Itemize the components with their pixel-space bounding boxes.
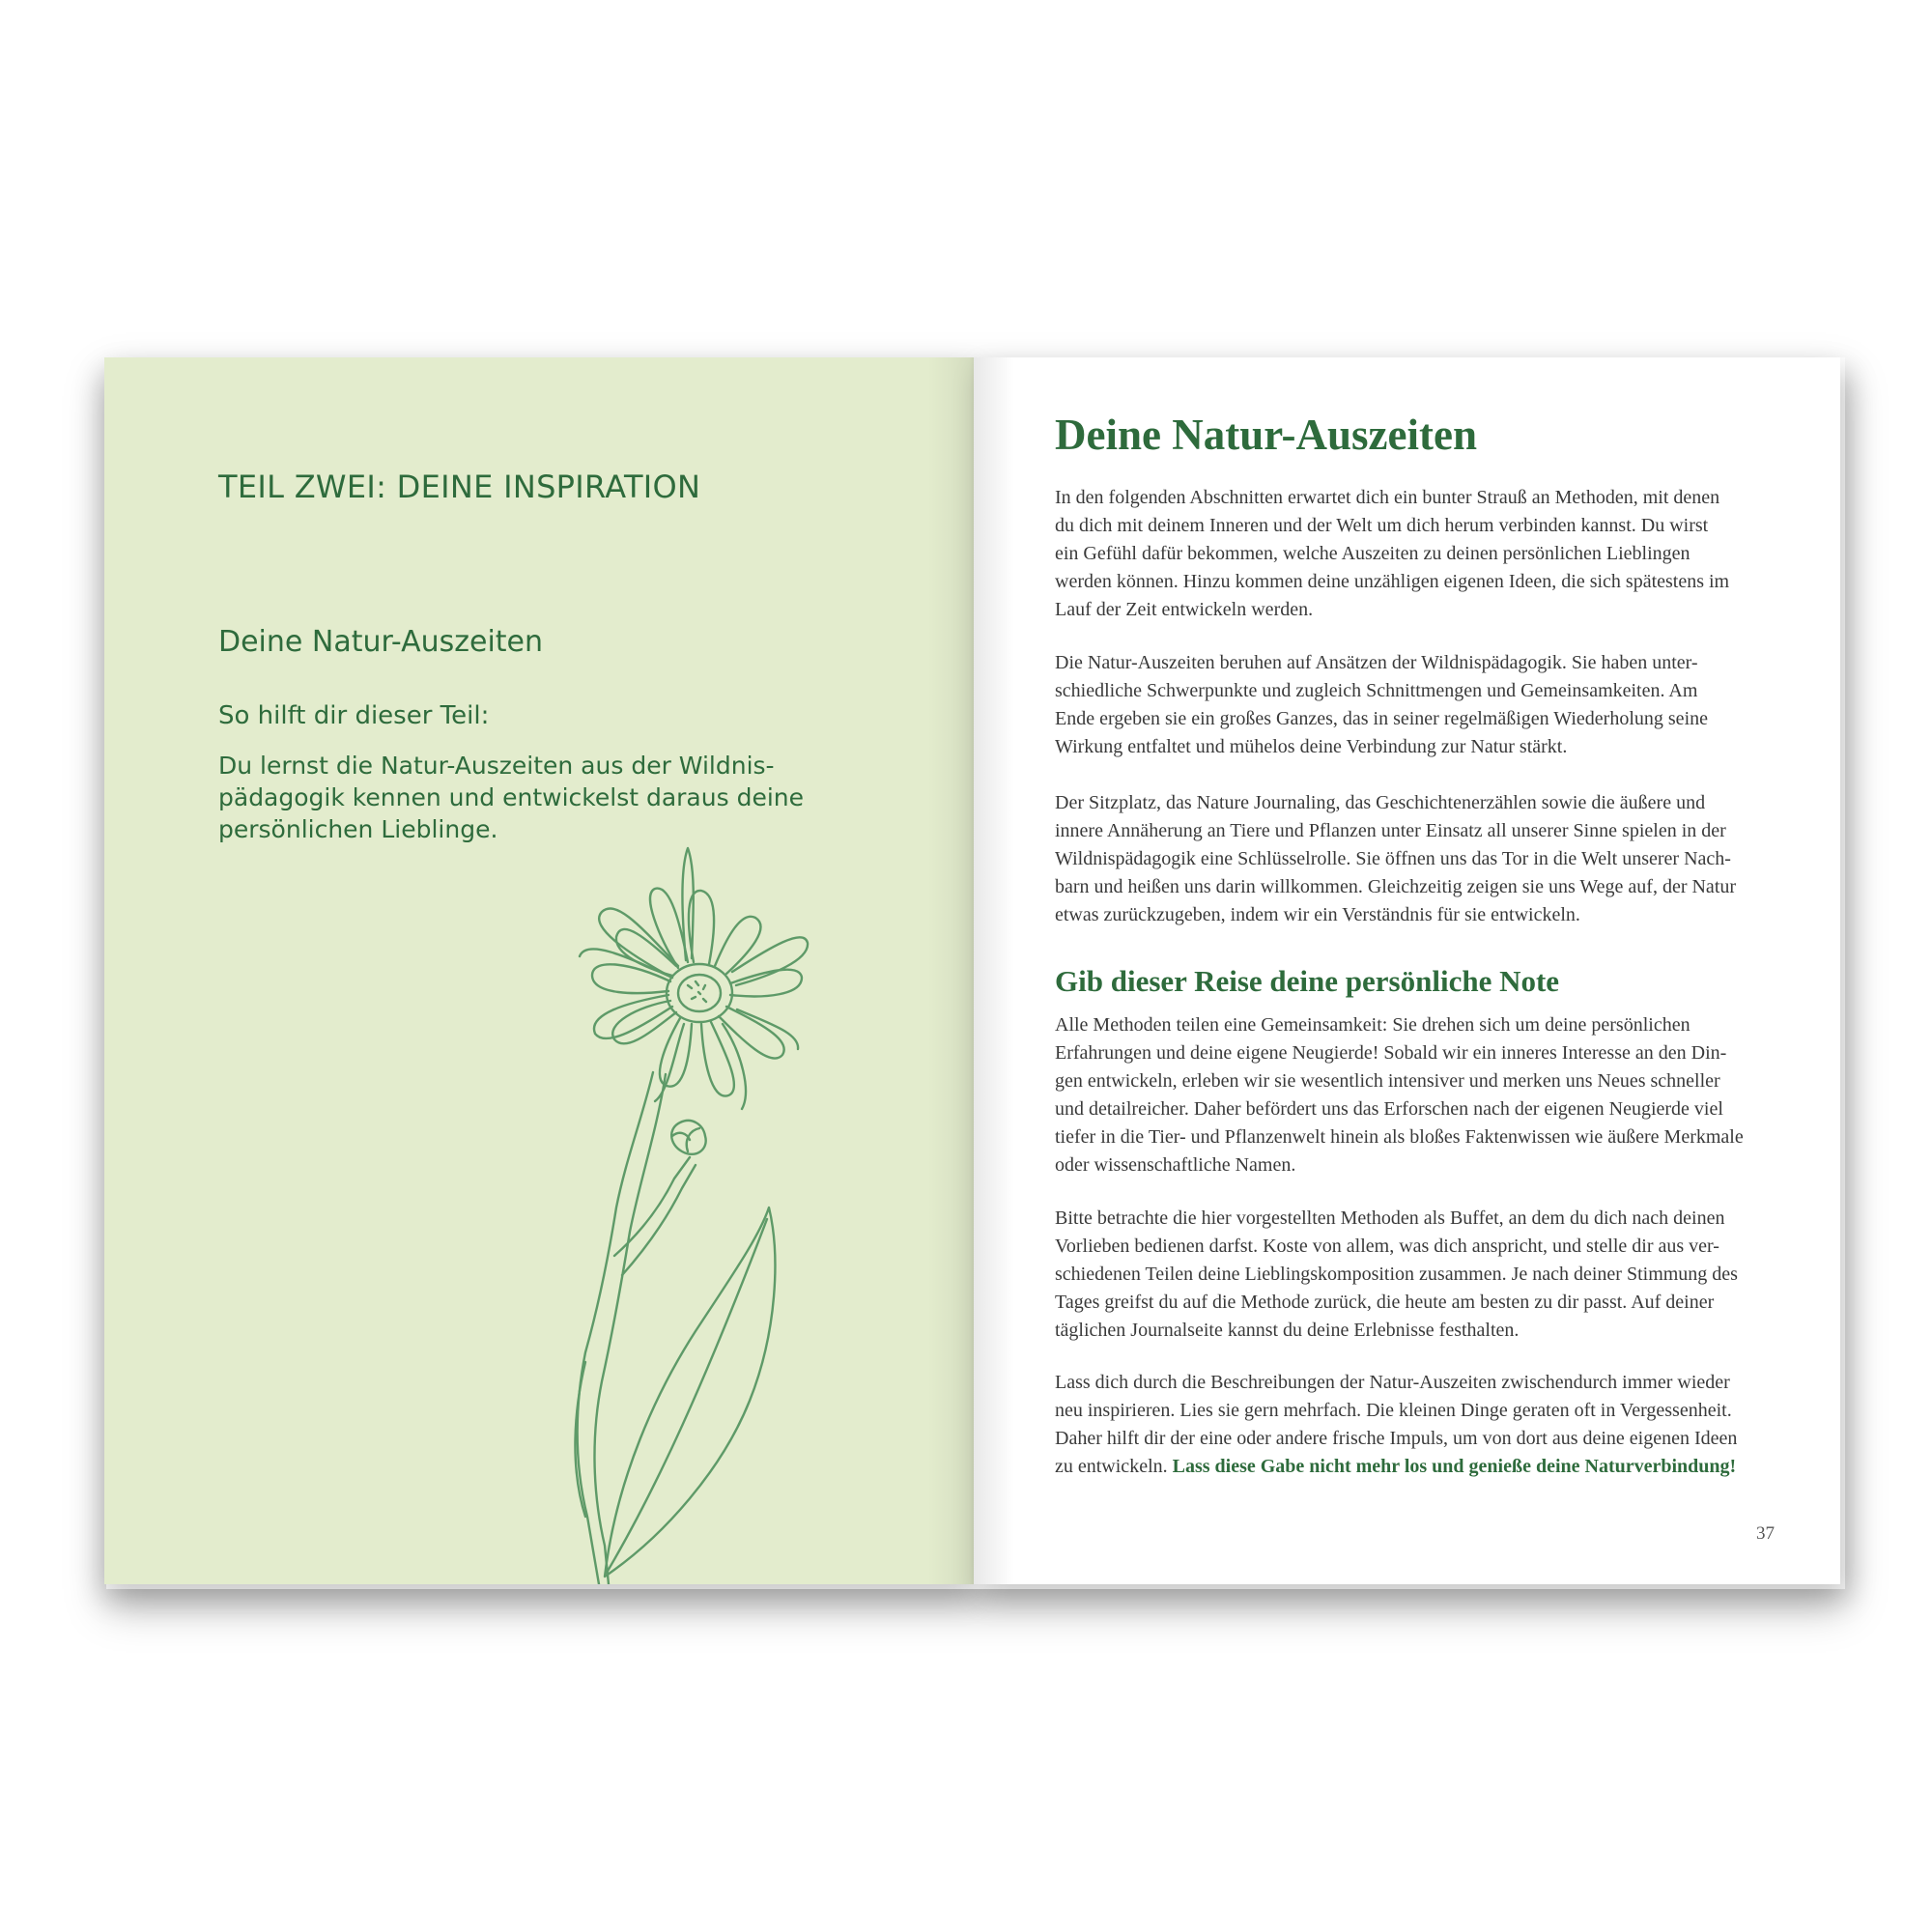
paragraph-6	[1055, 1369, 1789, 1481]
section-heading: Gib dieser Reise deine persönliche Note	[1055, 964, 1560, 998]
text-line: du dich mit deinem Inneren und der Welt um dich herum verbinden kannst. Du wirst	[1055, 515, 1709, 536]
right-page	[974, 357, 1840, 1584]
text-plain: zu entwickeln.	[1055, 1456, 1173, 1477]
left-page	[104, 357, 974, 1584]
text-line: oder wissenschaftliche Namen.	[1055, 1154, 1296, 1176]
page-heading: Deine Natur-Auszeiten	[1055, 411, 1477, 459]
text-line: Die Natur-Auszeiten beruhen auf Ansätzen der Wildnispädagogik. Sie haben unter-	[1055, 652, 1698, 673]
paragraph-4	[1055, 1011, 1789, 1179]
description-line: Du lernst die Natur-Auszeiten aus der Wildnis-	[218, 752, 775, 780]
help-heading: So hilft dir dieser Teil:	[218, 701, 490, 730]
text-line: tiefer in die Tier- und Pflanzenwelt hinein als bloßes Faktenwissen wie äußere Merkmale	[1055, 1126, 1744, 1148]
paragraph-2	[1055, 649, 1789, 761]
text-line: Alle Methoden teilen eine Gemeinsamkeit: Sie drehen sich um deine persönlichen	[1055, 1014, 1690, 1036]
text-line: neu inspirieren. Lies sie gern mehrfach. Die kleinen Dinge geraten oft in Vergessenheit.	[1055, 1400, 1732, 1421]
text-line: Ende ergeben sie ein großes Ganzes, das in seiner regelmäßigen Wiederholung seine	[1055, 708, 1708, 729]
text-line: ein Gefühl dafür bekommen, welche Auszeiten zu deinen persönlichen Lieblingen	[1055, 543, 1690, 564]
text-line: Vorlieben bedienen darfst. Koste von allem, was dich anspricht, und stelle dir aus ver-	[1055, 1236, 1719, 1257]
text-line: Bitte betrachte die hier vorgestellten Methoden als Buffet, an dem du dich nach deinen	[1055, 1208, 1725, 1229]
text-line: schiedenen Teilen deine Lieblingskomposition zusammen. Je nach deiner Stimmung des	[1055, 1264, 1738, 1285]
text-line: Wildnispädagogik eine Schlüsselrolle. Sie öffnen uns das Tor in die Welt unserer Nach-	[1055, 848, 1731, 869]
text-line: täglichen Journalseite kannst du deine Erlebnisse festhalten.	[1055, 1320, 1520, 1341]
emphasis-text: Lass diese Gabe nicht mehr los und genieße deine Naturverbindung!	[1172, 1456, 1737, 1477]
text-line: Wirkung entfaltet und mühelos deine Verbindung zur Natur stärkt.	[1055, 736, 1568, 757]
text-line: und detailreicher. Daher befördert uns das Erforschen nach der eigenen Neugierde viel	[1055, 1098, 1723, 1120]
text-line: Daher hilft dir der eine oder andere frische Impuls, um von dort aus deine eigenen Ideen	[1055, 1428, 1738, 1449]
text-line: Lauf der Zeit entwickeln werden.	[1055, 599, 1314, 620]
text-line: schiedliche Schwerpunkte und zugleich Schnittmengen und Gemeinsamkeiten. Am	[1055, 680, 1698, 701]
text-line: barn und heißen uns darin willkommen. Gleichzeitig zeigen sie uns Wege auf, der Natur	[1055, 876, 1737, 897]
paragraph-1	[1055, 484, 1789, 624]
description-line: pädagogik kennen und entwickelst daraus deine	[218, 783, 804, 811]
part-title: TEIL ZWEI: DEINE INSPIRATION	[218, 469, 701, 505]
text-line: Lass dich durch die Beschreibungen der Natur-Auszeiten zwischendurch immer wieder	[1055, 1372, 1730, 1393]
text-line: werden können. Hinzu kommen deine unzähligen eigenen Ideen, die sich spätestens im	[1055, 571, 1730, 592]
text-line: gen entwickeln, erleben wir sie wesentlich intensiver und merken uns Neues schneller	[1055, 1070, 1720, 1092]
text-line: innere Annäherung an Tiere und Pflanzen unter Einsatz all unserer Sinne spielen in der	[1055, 820, 1726, 841]
text-line: etwas zurückzugeben, indem wir ein Verständnis für sie entwickeln.	[1055, 904, 1580, 925]
text-line: Der Sitzplatz, das Nature Journaling, das Geschichtenerzählen sowie die äußere und	[1055, 792, 1706, 813]
description-line: persönlichen Lieblinge.	[218, 815, 498, 843]
paragraph-3	[1055, 789, 1789, 929]
page-number: 37	[1756, 1523, 1775, 1544]
text-line: In den folgenden Abschnitten erwartet dich ein bunter Strauß an Methoden, mit denen	[1055, 487, 1720, 508]
paragraph-5	[1055, 1205, 1789, 1345]
text-line-last	[1055, 1453, 1789, 1481]
text-line: Erfahrungen und deine eigene Neugierde! Sobald wir ein inneres Interesse an den Din-	[1055, 1042, 1727, 1064]
left-subtitle: Deine Natur-Auszeiten	[218, 625, 544, 659]
flower-line-drawing-icon	[104, 357, 974, 1584]
text-line: Tages greifst du auf die Methode zurück, die heute am besten zu dir passt. Auf deiner	[1055, 1292, 1715, 1313]
